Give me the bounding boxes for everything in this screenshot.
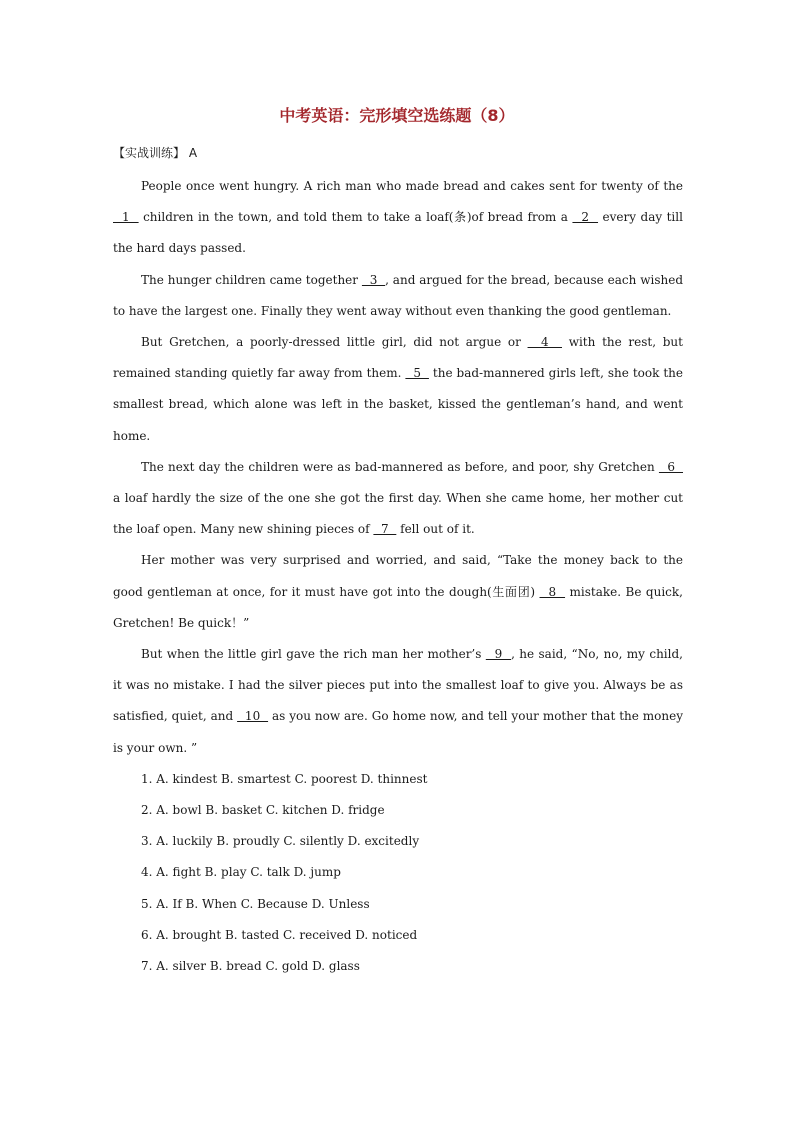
paragraph-text: children in the town, and told them to take a loaf(条)of bread from a <box>138 210 573 225</box>
blank-number: 10 <box>237 709 269 724</box>
paragraph-text: mistake. Be quick, Gretchen! Be quick！” <box>113 584 683 630</box>
paragraph-text: , he said, “No, no, my child, it was no mistake. I had the silver pieces put into the smallest loaf to give you. Always be as satisfied, quiet, and <box>113 647 683 724</box>
passage-paragraph <box>113 327 683 452</box>
paragraph-text: , and argued for the bread, because each wished to have the largest one. Finally they went away without even thanking the good gentleman. <box>113 272 684 318</box>
blank-number: 4 <box>527 335 562 350</box>
paragraph-text: But when the little girl gave the rich man her mother’s <box>141 647 486 662</box>
paragraph-text: The next day the children were as bad-mannered as before, and poor, shy Gretchen <box>141 459 659 474</box>
paragraph-text: fell out of it. <box>396 522 475 537</box>
blank-number: 6 <box>658 459 683 474</box>
paragraph-text: Her mother was very surprised and worried, and said, “Take the money back to the good gentleman at once, for it must have got into the dough(生面团) <box>113 553 683 599</box>
passage-paragraph <box>113 639 683 764</box>
blank-number: 9 <box>485 647 512 662</box>
passage-paragraph <box>113 452 683 546</box>
paragraph-text: But Gretchen, a poorly-dressed little girl, did not argue or <box>141 335 528 350</box>
passage-paragraph <box>113 171 683 265</box>
paragraph-text: The hunger children came together <box>141 272 362 287</box>
option-line: 3. A. luckily B. proudly C. silently D. excitedly <box>141 834 420 849</box>
option-line: 1. A. kindest B. smartest C. poorest D. thinnest <box>141 771 428 786</box>
paragraph-text: as you now are. Go home now, and tell your mother that the money is your own. ” <box>113 709 684 755</box>
section-part: A <box>188 146 198 160</box>
option-line: 5. A. If B. When C. Because D. Unless <box>141 896 370 911</box>
option-line: 2. A. bowl B. basket C. kitchen D. fridge <box>141 803 385 818</box>
option-line: 4. A. fight B. play C. talk D. jump <box>141 865 341 880</box>
blank-number: 3 <box>361 272 386 287</box>
page-title: 中考英语：完形填空选练题（8） <box>279 106 515 125</box>
paragraph-text: with the rest, but remained standing quietly far away from them. <box>113 335 683 381</box>
passage-body <box>113 171 683 982</box>
answer-options <box>113 764 683 982</box>
paragraph-text: every day till the hard days passed. <box>113 210 683 256</box>
option-line: 6. A. brought B. tasted C. received D. noticed <box>141 927 418 942</box>
section-header <box>113 143 197 163</box>
blank-number: 2 <box>572 210 599 225</box>
option-line: 7. A. silver B. bread C. gold D. glass <box>141 959 360 974</box>
paragraph-text: People once went hungry. A rich man who made bread and cakes sent for twenty of the <box>141 179 683 193</box>
blank-number: 5 <box>405 366 429 381</box>
blank-number: 1 <box>113 210 139 225</box>
paragraph-text: the bad-mannered girls left, she took the smallest bread, which alone was left in the basket, kissed the gentleman’s hand, and went home. <box>113 366 683 443</box>
section-label: 【实战训练】 <box>113 146 186 160</box>
passage-paragraphs <box>113 171 683 764</box>
passage-paragraph <box>113 545 683 639</box>
paragraph-text: a loaf hardly the size of the one she got the first day. When she came home, her mother cut the loaf open. Many new shining pieces of <box>113 491 683 537</box>
blank-number: 8 <box>539 584 566 599</box>
blank-number: 7 <box>373 522 397 537</box>
passage-paragraph <box>113 265 683 327</box>
